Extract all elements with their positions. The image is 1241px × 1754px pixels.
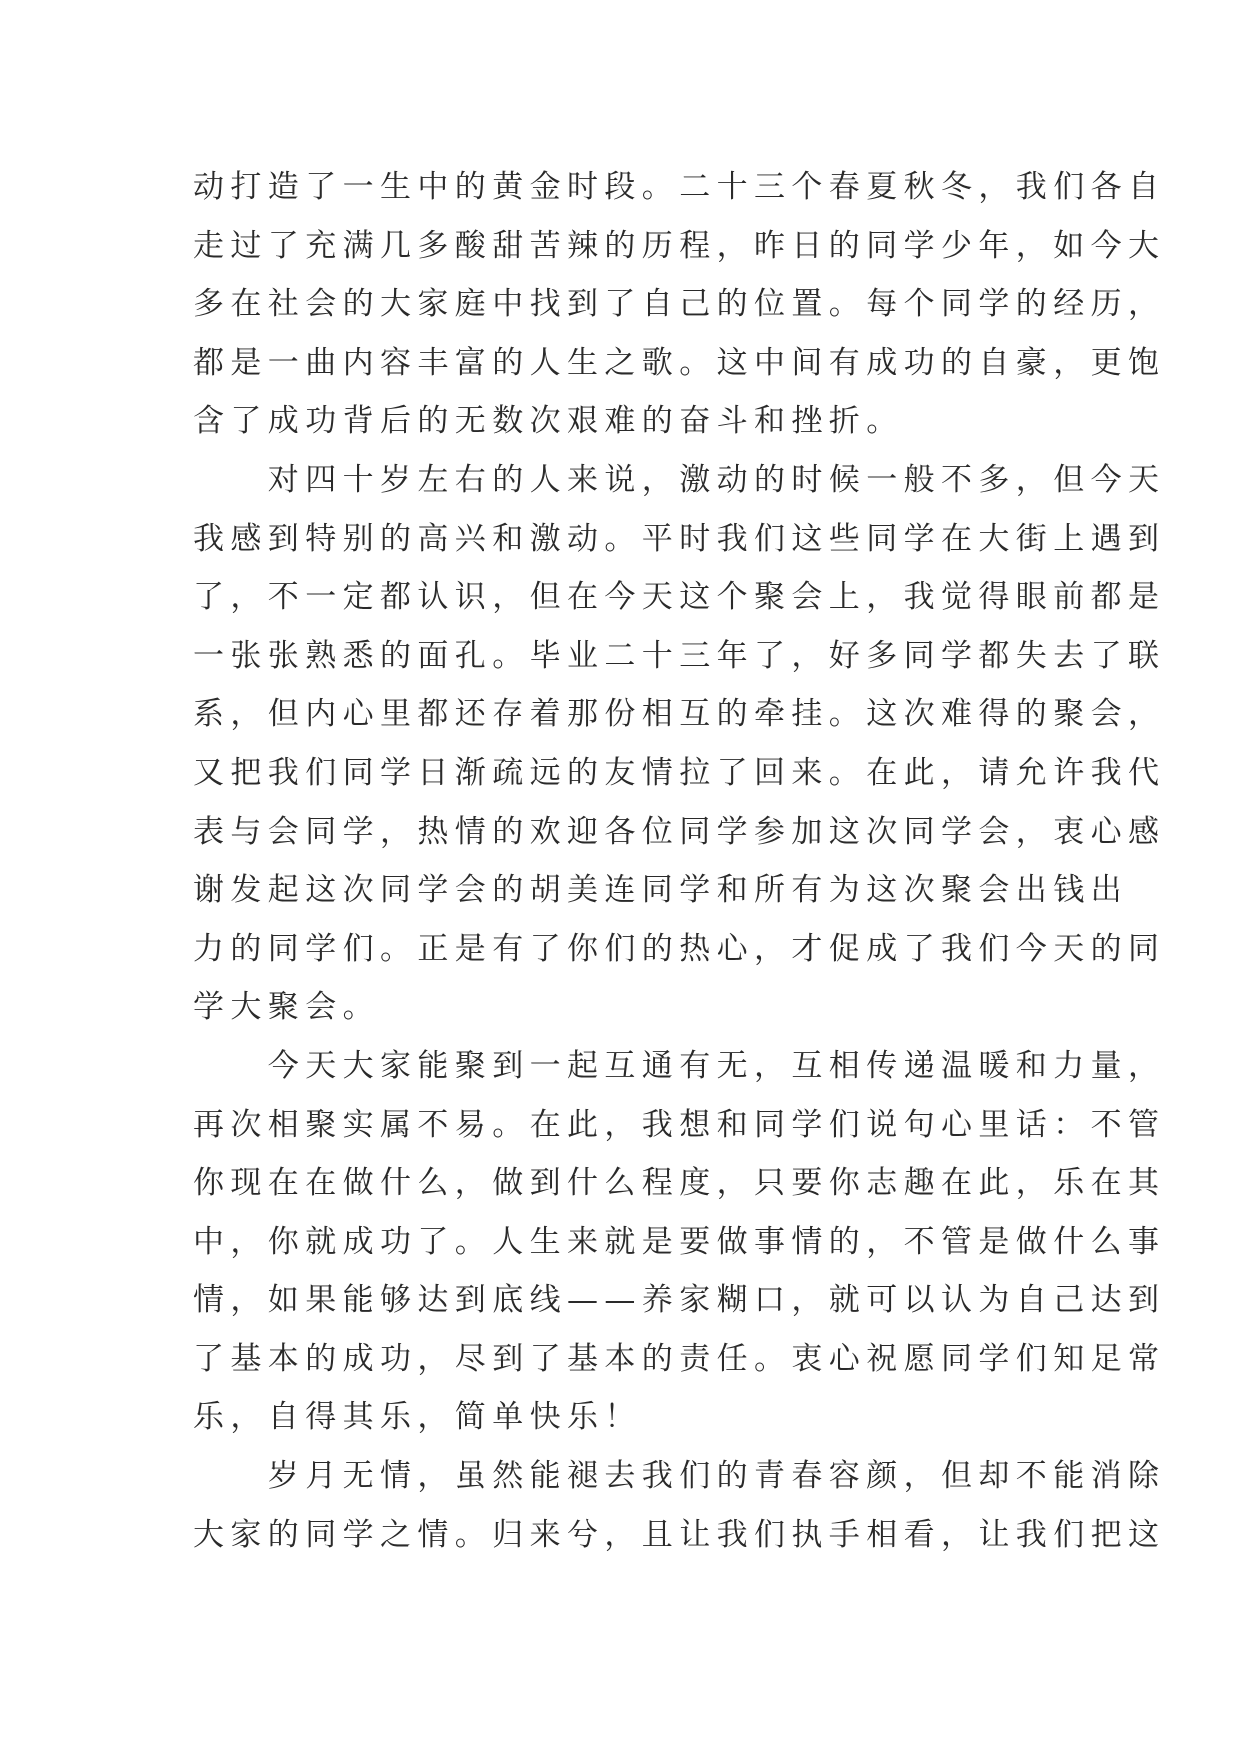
text-line: 学大聚会。: [193, 989, 380, 1026]
text-line: 又把我们同学日渐疏远的友情拉了回来。在此，请允许我代: [193, 754, 1166, 791]
text-line: 对四十岁左右的人来说，激动的时候一般不多，但今天: [193, 461, 1166, 498]
text-line: 了基本的成功，尽到了基本的责任。衷心祝愿同学们知足常: [193, 1340, 1166, 1377]
text-line: 系，但内心里都还存着那份相互的牵挂。这次难得的聚会，: [193, 696, 1166, 733]
text-line: 多在社会的大家庭中找到了自己的位置。每个同学的经历，: [193, 286, 1166, 323]
text-line: 岁月无情，虽然能褪去我们的青春容颜，但却不能消除: [193, 1458, 1166, 1495]
body-text: [193, 158, 1166, 1564]
text-line: 你现在在做什么，做到什么程度，只要你志趣在此，乐在其: [193, 1165, 1166, 1202]
text-line: 含了成功背后的无数次艰难的奋斗和挫折。: [193, 403, 904, 440]
text-line: 谢发起这次同学会的胡美连同学和所有为这次聚会出钱出: [193, 872, 1128, 909]
text-line: 情，如果能够达到底线——养家糊口，就可以认为自己达到: [193, 1282, 1166, 1319]
text-line: 中，你就成功了。人生来就是要做事情的，不管是做什么事: [193, 1223, 1166, 1260]
text-line: 乐，自得其乐，简单快乐！: [193, 1399, 642, 1436]
text-line: 我感到特别的高兴和激动。平时我们这些同学在大街上遇到: [193, 520, 1166, 557]
text-line: 一张张熟悉的面孔。毕业二十三年了，好多同学都失去了联: [193, 637, 1166, 674]
text-line: 力的同学们。正是有了你们的热心，才促成了我们今天的同: [193, 930, 1166, 967]
text-line: 再次相聚实属不易。在此，我想和同学们说句心里话：不管: [193, 1106, 1166, 1143]
text-line: 都是一曲内容丰富的人生之歌。这中间有成功的自豪，更饱: [193, 344, 1166, 381]
text-line: 了，不一定都认识，但在今天这个聚会上，我觉得眼前都是: [193, 579, 1166, 616]
text-line: 动打造了一生中的黄金时段。二十三个春夏秋冬，我们各自: [193, 169, 1166, 205]
text-line: 走过了充满几多酸甜苦辣的历程，昨日的同学少年，如今大: [193, 227, 1166, 264]
text-line: 大家的同学之情。归来兮，且让我们执手相看，让我们把这: [193, 1516, 1166, 1553]
text-line: 今天大家能聚到一起互通有无，互相传递温暖和力量，: [193, 1047, 1166, 1084]
text-line: 表与会同学，热情的欢迎各位同学参加这次同学会，衷心感: [193, 813, 1166, 850]
